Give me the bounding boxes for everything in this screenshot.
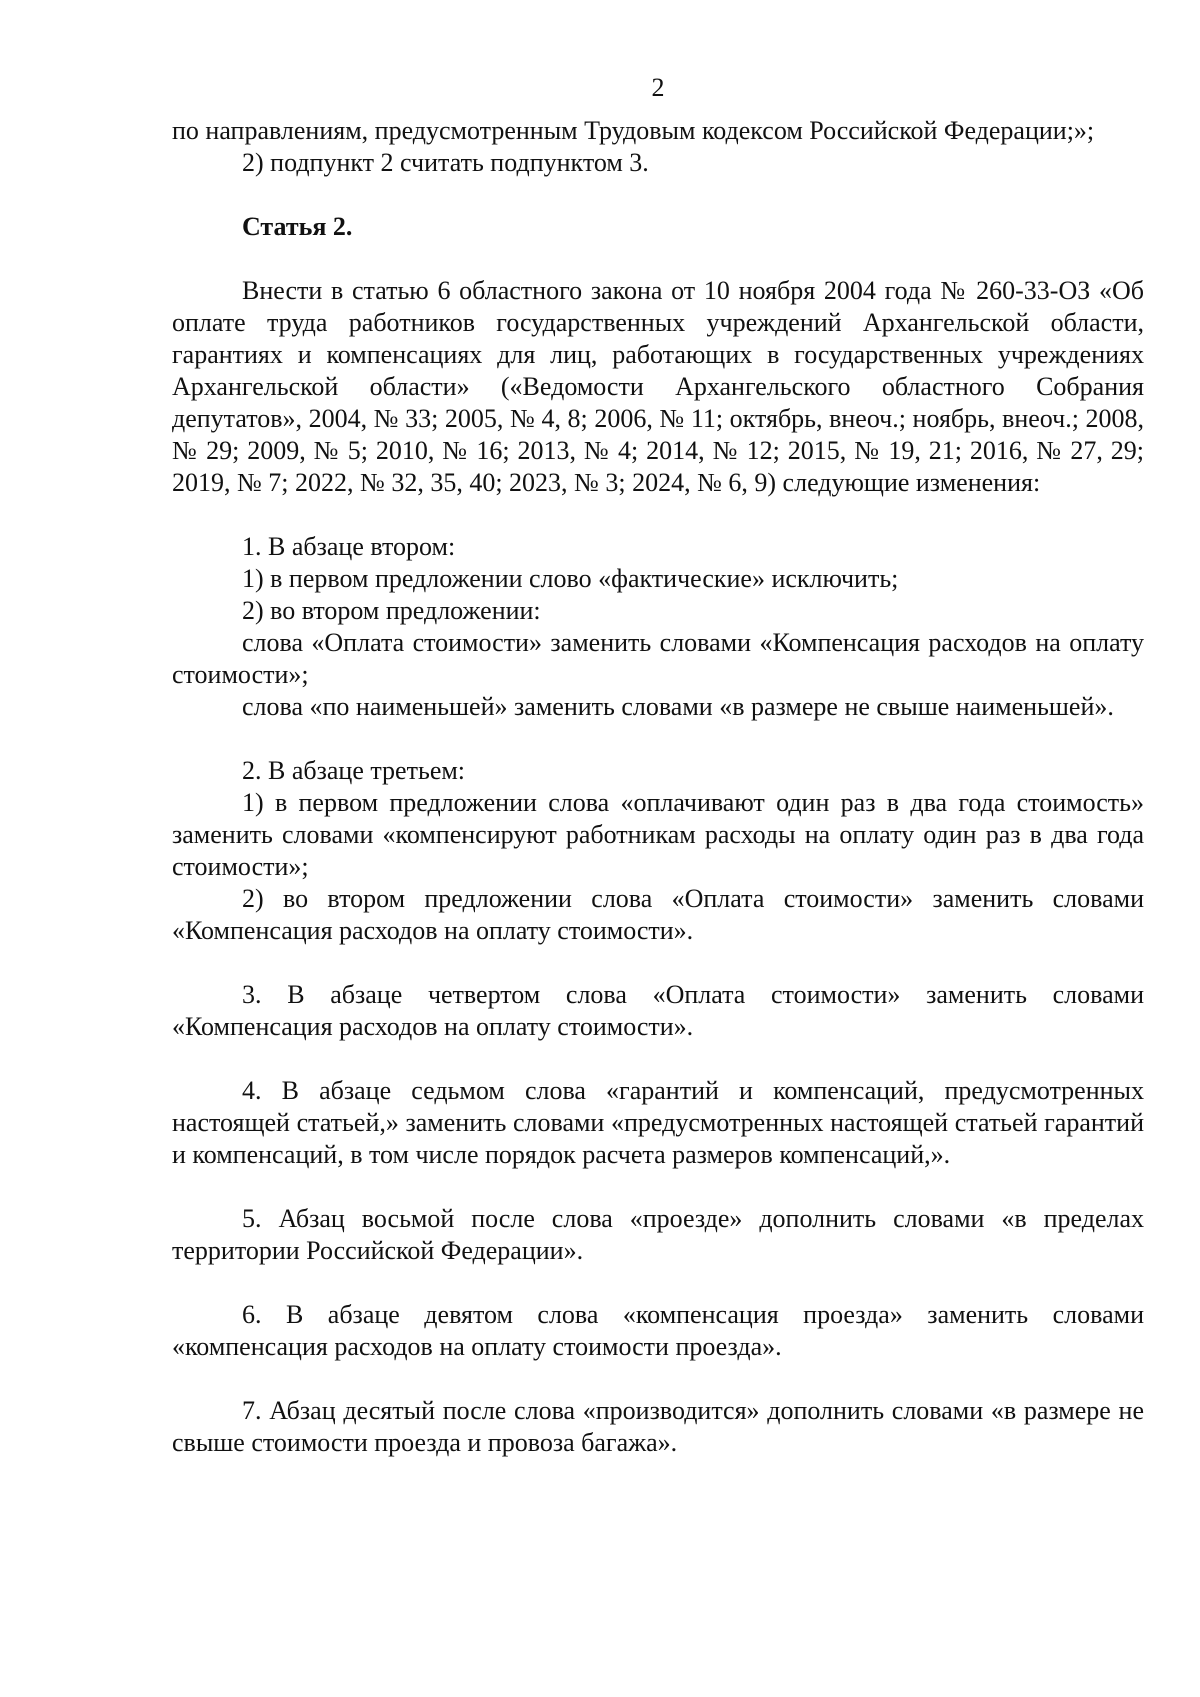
- page-number: 2: [651, 73, 665, 102]
- continuation-paragraph: по направлениям, предусмотренным Трудовым кодексом Российской Федерации;»;: [172, 116, 1095, 145]
- article-heading: Статья 2.: [242, 212, 353, 241]
- item-1-sub-1: 1) в первом предложении слово «фактические» исключить;: [242, 564, 899, 593]
- item-1-sub-2-a: слова «Оплата стоимости» заменить словами «Компенсация расходов на оплату стоимости»;: [172, 628, 1144, 689]
- item-5-paragraph: 5. Абзац восьмой после слова «проезде» дополнить словами «в пределах территории Российской Федерации».: [172, 1204, 1144, 1265]
- item-7-paragraph: 7. Абзац десятый после слова «производится» дополнить словами «в размере не свыше стоимости проезда и провоза багажа».: [172, 1396, 1144, 1457]
- item-3-paragraph: 3. В абзаце четвертом слова «Оплата стоимости» заменить словами «Компенсация расходов на оплату стоимости».: [172, 980, 1144, 1041]
- subitem-paragraph: 2) подпункт 2 считать подпунктом 3.: [242, 148, 649, 177]
- item-6-paragraph: 6. В абзаце девятом слова «компенсация проезда» заменить словами «компенсация расходов на оплату стоимости проезда».: [172, 1300, 1144, 1361]
- item-2-sub-2: 2) во втором предложении слова «Оплата стоимости» заменить словами «Компенсация расходов на оплату стоимости».: [172, 884, 1144, 945]
- item-2-heading: 2. В абзаце третьем:: [242, 756, 466, 785]
- document-page: [172, 0, 1144, 1697]
- intro-paragraph: Внести в статью 6 областного закона от 10 ноября 2004 года № 260-33-ОЗ «Об оплате труда работников государственных учреждений Архангельской области, гарантиях и компенсациях для лиц, работающих в государственных учреждениях Архангельской области» («Ведомости Архангельского областного Собрания депутатов», 2004, № 33; 2005, № 4, 8; 2006, № 11; октябрь, внеоч.; ноябрь, внеоч.; 2008, № 29; 2009, № 5; 2010, № 16; 2013, № 4; 2014, № 12; 2015, № 19, 21; 2016, № 27, 29; 2019, № 7; 2022, № 32, 35, 40; 2023, № 3; 2024, № 6, 9) следующие изменения:: [172, 276, 1144, 497]
- item-1-heading: 1. В абзаце втором:: [242, 532, 456, 561]
- item-1-sub-2: 2) во втором предложении:: [242, 596, 541, 625]
- item-2-sub-1: 1) в первом предложении слова «оплачивают один раз в два года стоимость» заменить словами «компенсируют работникам расходы на оплату один раз в два года стоимости»;: [172, 788, 1144, 881]
- document-body: [172, 115, 1144, 1459]
- item-1-sub-2-b: слова «по наименьшей» заменить словами «в размере не свыше наименьшей».: [242, 692, 1114, 721]
- item-4-paragraph: 4. В абзаце седьмом слова «гарантий и компенсаций, предусмотренных настоящей статьей,» заменить словами «предусмотренных настоящей статьей гарантий и компенсаций, в том числе порядок расчета размеров компенсаций,».: [172, 1076, 1144, 1169]
